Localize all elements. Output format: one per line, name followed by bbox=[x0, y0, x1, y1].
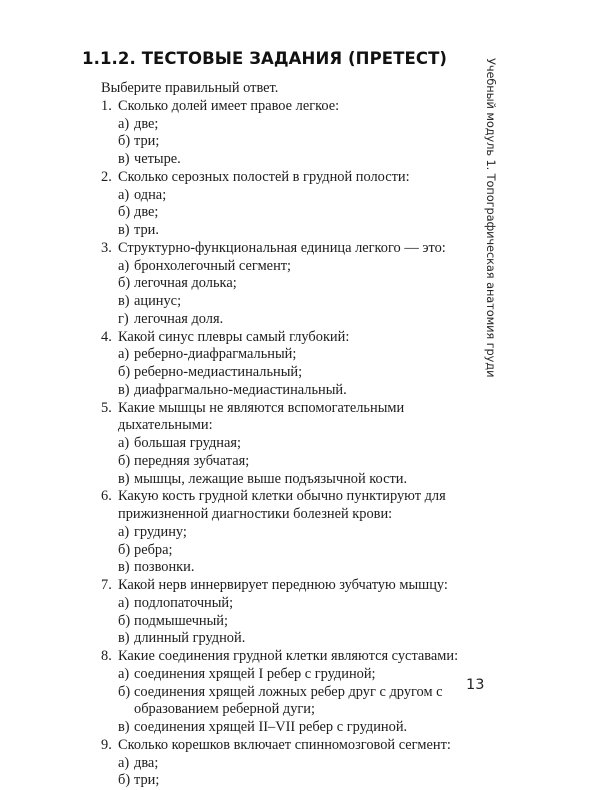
option-letter: а) bbox=[118, 346, 134, 364]
option-text: три. bbox=[134, 222, 491, 240]
answer-options bbox=[101, 524, 491, 577]
option-text: две; bbox=[134, 116, 491, 134]
question-item bbox=[101, 648, 491, 737]
option-letter: а) bbox=[118, 595, 134, 613]
answer-option bbox=[101, 311, 491, 329]
answer-option bbox=[101, 666, 491, 684]
answer-options bbox=[101, 595, 491, 648]
option-text: бронхолегочный сегмент; bbox=[134, 258, 491, 276]
option-letter: а) bbox=[118, 435, 134, 453]
question-line bbox=[101, 488, 491, 524]
answer-option bbox=[101, 275, 491, 293]
question-item bbox=[101, 737, 491, 790]
option-text: длинный грудной. bbox=[134, 630, 491, 648]
question-item bbox=[101, 400, 491, 489]
question-item bbox=[101, 98, 491, 169]
option-letter: б) bbox=[118, 364, 134, 382]
option-letter: б) bbox=[118, 204, 134, 222]
option-letter: б) bbox=[118, 453, 134, 471]
option-letter: б) bbox=[118, 684, 134, 720]
option-text: реберно-медиастинальный; bbox=[134, 364, 491, 382]
answer-option bbox=[101, 133, 491, 151]
side-caption: Учебный модуль 1. Топографическая анатомия груди bbox=[484, 58, 498, 377]
option-text: передняя зубчатая; bbox=[134, 453, 491, 471]
option-letter: в) bbox=[118, 151, 134, 169]
answer-option bbox=[101, 293, 491, 311]
question-number: 4. bbox=[101, 329, 118, 347]
answer-option bbox=[101, 772, 491, 790]
answer-option bbox=[101, 435, 491, 453]
answer-option bbox=[101, 755, 491, 773]
question-line bbox=[101, 737, 491, 755]
option-text: подмышечный; bbox=[134, 613, 491, 631]
answer-option bbox=[101, 613, 491, 631]
answer-option bbox=[101, 364, 491, 382]
question-text: Какую кость грудной клетки обычно пунктируют для прижизненной диагностики болезней крови: bbox=[118, 488, 491, 524]
answer-option bbox=[101, 258, 491, 276]
answer-option bbox=[101, 684, 491, 720]
option-letter: б) bbox=[118, 542, 134, 560]
option-letter: б) bbox=[118, 275, 134, 293]
question-number: 7. bbox=[101, 577, 118, 595]
option-letter: а) bbox=[118, 666, 134, 684]
answer-option bbox=[101, 719, 491, 737]
option-text: позвонки. bbox=[134, 559, 491, 577]
answer-options bbox=[101, 258, 491, 329]
question-line bbox=[101, 98, 491, 116]
question-text: Какой синус плевры самый глубокий: bbox=[118, 329, 491, 347]
option-letter: в) bbox=[118, 222, 134, 240]
option-text: две; bbox=[134, 204, 491, 222]
question-item bbox=[101, 169, 491, 240]
option-letter: в) bbox=[118, 559, 134, 577]
question-line bbox=[101, 240, 491, 258]
option-text: одна; bbox=[134, 187, 491, 205]
answer-option bbox=[101, 524, 491, 542]
question-line bbox=[101, 169, 491, 187]
question-text: Структурно-функциональная единица легкого — это: bbox=[118, 240, 491, 258]
question-item bbox=[101, 577, 491, 648]
answer-options bbox=[101, 187, 491, 240]
answer-option bbox=[101, 471, 491, 489]
section-heading: 1.1.2. ТЕСТОВЫЕ ЗАДАНИЯ (ПРЕТЕСТ) bbox=[82, 49, 447, 68]
question-text: Какие соединения грудной клетки являются суставами: bbox=[118, 648, 491, 666]
option-text: соединения хрящей II–VII ребер с грудиной. bbox=[134, 719, 491, 737]
option-letter: а) bbox=[118, 116, 134, 134]
question-line bbox=[101, 577, 491, 595]
question-item bbox=[101, 240, 491, 329]
side-caption-container bbox=[481, 58, 501, 358]
option-letter: г) bbox=[118, 311, 134, 329]
question-list bbox=[101, 98, 491, 790]
answer-option bbox=[101, 346, 491, 364]
option-letter: в) bbox=[118, 471, 134, 489]
option-text: мышцы, лежащие выше подъязычной кости. bbox=[134, 471, 491, 489]
answer-option bbox=[101, 151, 491, 169]
answer-option bbox=[101, 630, 491, 648]
page-number: 13 bbox=[466, 677, 484, 693]
answer-option bbox=[101, 116, 491, 134]
question-item bbox=[101, 488, 491, 577]
question-number: 2. bbox=[101, 169, 118, 187]
question-number: 5. bbox=[101, 400, 118, 436]
option-text: соединения хрящей I ребер с грудиной; bbox=[134, 666, 491, 684]
option-text: подлопаточный; bbox=[134, 595, 491, 613]
question-number: 8. bbox=[101, 648, 118, 666]
option-letter: б) bbox=[118, 613, 134, 631]
answer-option bbox=[101, 187, 491, 205]
option-letter: б) bbox=[118, 133, 134, 151]
option-letter: а) bbox=[118, 524, 134, 542]
answer-option bbox=[101, 542, 491, 560]
option-text: ацинус; bbox=[134, 293, 491, 311]
test-content bbox=[101, 80, 491, 790]
option-letter: в) bbox=[118, 293, 134, 311]
answer-option bbox=[101, 595, 491, 613]
answer-options bbox=[101, 666, 491, 737]
option-letter: в) bbox=[118, 630, 134, 648]
question-text: Сколько серозных полостей в грудной полости: bbox=[118, 169, 491, 187]
answer-options bbox=[101, 755, 491, 790]
question-text: Сколько долей имеет правое легкое: bbox=[118, 98, 491, 116]
question-number: 9. bbox=[101, 737, 118, 755]
answer-option bbox=[101, 204, 491, 222]
answer-options bbox=[101, 346, 491, 399]
answer-option bbox=[101, 382, 491, 400]
question-number: 3. bbox=[101, 240, 118, 258]
question-line bbox=[101, 648, 491, 666]
answer-option bbox=[101, 559, 491, 577]
question-text: Сколько корешков включает спинномозговой сегмент: bbox=[118, 737, 491, 755]
option-text: соединения хрящей ложных ребер друг с другом с образованием реберной дуги; bbox=[134, 684, 491, 720]
question-text: Какие мышцы не являются вспомогательными дыхательными: bbox=[118, 400, 491, 436]
answer-option bbox=[101, 222, 491, 240]
instruction-text: Выберите правильный ответ. bbox=[101, 80, 491, 98]
option-text: легочная долька; bbox=[134, 275, 491, 293]
answer-options bbox=[101, 435, 491, 488]
question-line bbox=[101, 400, 491, 436]
option-letter: а) bbox=[118, 755, 134, 773]
question-text: Какой нерв иннервирует переднюю зубчатую мышцу: bbox=[118, 577, 491, 595]
option-text: легочная доля. bbox=[134, 311, 491, 329]
option-text: два; bbox=[134, 755, 491, 773]
option-letter: в) bbox=[118, 382, 134, 400]
question-number: 1. bbox=[101, 98, 118, 116]
option-letter: а) bbox=[118, 187, 134, 205]
option-text: четыре. bbox=[134, 151, 491, 169]
answer-options bbox=[101, 116, 491, 169]
answer-option bbox=[101, 453, 491, 471]
option-text: три; bbox=[134, 772, 491, 790]
question-line bbox=[101, 329, 491, 347]
option-text: три; bbox=[134, 133, 491, 151]
question-item bbox=[101, 329, 491, 400]
option-letter: в) bbox=[118, 719, 134, 737]
option-letter: б) bbox=[118, 772, 134, 790]
option-text: диафрагмально-медиастинальный. bbox=[134, 382, 491, 400]
question-number: 6. bbox=[101, 488, 118, 524]
option-letter: а) bbox=[118, 258, 134, 276]
option-text: реберно-диафрагмальный; bbox=[134, 346, 491, 364]
option-text: большая грудная; bbox=[134, 435, 491, 453]
option-text: грудину; bbox=[134, 524, 491, 542]
option-text: ребра; bbox=[134, 542, 491, 560]
